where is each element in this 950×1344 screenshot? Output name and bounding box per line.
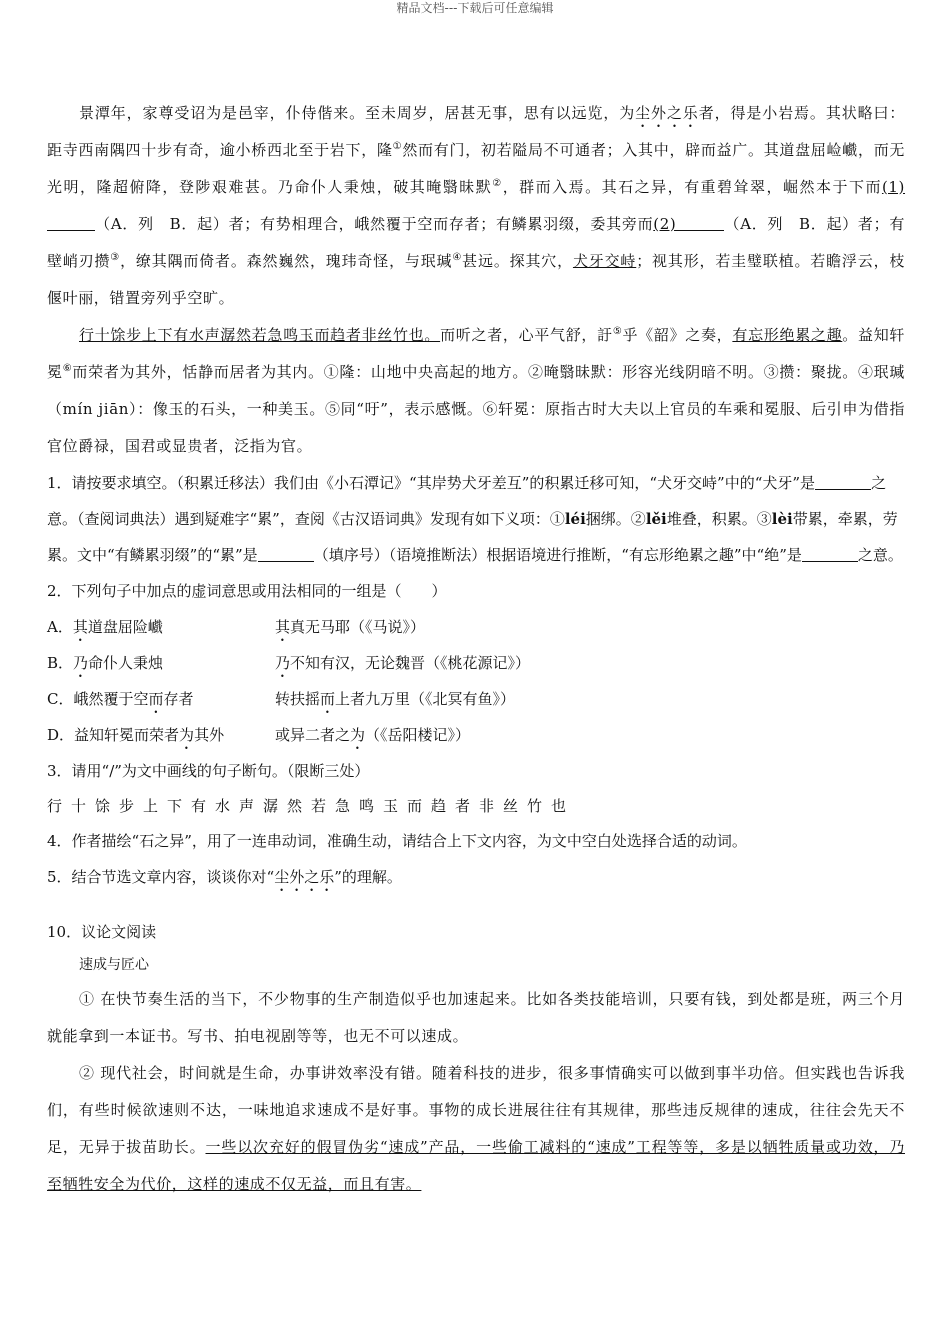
underlined-sentence: 行十馀步上下有水声潺然若急鸣玉而趋者非丝竹也。 [79, 326, 441, 344]
essay-paragraph-1: ① 在快节奏生活的当下，不少物事的生产制造似乎也加速起来。比如各类技能培训，只要有钱，到处都是班，两三个月就能拿到一本证书。写书、拍电视剧等等，也无不可以速成。 [47, 990, 905, 1045]
blank-1-line[interactable] [47, 212, 95, 231]
essay-title: 速成与匠心 [79, 957, 149, 973]
option-b[interactable]: B．乃命仆人秉烛 乃不知有汉，无论魏晋（《桃花源记》） [47, 654, 531, 672]
option-c[interactable]: C．峨然覆于空而存者 转扶摇而上者九万里（《北冥有鱼》） [47, 690, 516, 708]
section-10-heading: 10．议论文阅读 [47, 923, 157, 941]
blank-1[interactable]: (1) [881, 178, 906, 196]
question-3: 3．请用“/”为文中画线的句子断句。（限断三处） [47, 762, 370, 780]
essay-paragraph-2: ② 现代社会，时间就是生命，办事讲效率没有错。随着科技的进步，很多事情确实可以做到事半功倍。但实践也告诉我们，有些时候欲速则不达，一味地追求速成不是好事。事物的成长进展往往有其规律，那些违反规律的速成，往往会先天不足，无异于拔苗助长。一些以次充好的假冒伪劣“速成”产品，一些偷工减料的“速成”工程等等，多是以牺牲质量或功效，乃至牺牲安全为代价，这样的速成不仅无益，而且有害。 [47, 1064, 905, 1193]
blank-2-line[interactable] [676, 212, 724, 231]
question-3-sentence: 行十馀步上下有水声潺然若急鸣玉而趋者非丝竹也 [47, 797, 576, 815]
q1-blank-2[interactable] [258, 543, 314, 562]
question-4: 4．作者描绘“石之异”，用了一连串动词，准确生动，请结合上下文内容，为文中空白处选择合适的动词。 [47, 832, 747, 850]
blank-2[interactable]: (2) [653, 215, 677, 233]
option-a[interactable]: A．其道盘屈险巇 其真无马耶（《马说》） [47, 618, 426, 636]
option-d[interactable]: D．益知轩冕而荣者为其外 或异二者之为（《岳阳楼记》） [47, 726, 471, 744]
page-header: 精品文档---下载后可任意编辑 [396, 1, 554, 15]
question-2: 2．下列句子中加点的虚词意思或用法相同的一组是（ ） [47, 582, 447, 600]
question-5: 5．结合节选文章内容，谈谈你对“尘外之乐”的理解。 [47, 868, 402, 886]
question-1: 1．请按要求填空。（积累迁移法）我们由《小石潭记》“其岸势犬牙差互”的积累迁移可知，“犬牙交峙”中的“犬牙”是 之意。（查阅词典法）遇到疑难字“累”，查阅《古汉语词典》发现有如下义项：①léi捆绑。②lěi堆叠，积累。③lèi带累，牵累，劳累。文中“有鳞累羽缀”的“累”是 （填序号）（语境推断法）根据语境进行推断，“有忘形绝累之趣”中“绝”是 之意。 [47, 465, 905, 573]
document-body [47, 95, 905, 1203]
q1-blank-3[interactable] [802, 543, 858, 562]
q1-blank-1[interactable] [815, 471, 871, 490]
passage-paragraph-2: 行十馀步上下有水声潺然若急鸣玉而趋者非丝竹也。而听之者，心平气舒，訏⑤乎《韶》之奏，有忘形绝累之趣。益知轩冕⑥而荣者为其外，恬静而居者为其内。①隆：山地中央高起的地方。②晻翳昧默：形容光线阴暗不明。③攒：聚拢。④珉瑊（mín jiān）：像玉的石头，一种美玉。⑤同“吁”，表示感慨。⑥轩冕：原指古时大夫以上官员的车乘和冕服、后引申为借指官位爵禄，国君或显贵者，泛指为官。 [47, 326, 905, 455]
passage-paragraph-1: 景潭年，家尊受诏为是邑宰，仆侍偕来。至未周岁，居甚无事，思有以远览，为尘外之乐者，得是小岩焉。其状略曰：距寺西南隅四十步有奇，逾小桥西北至于岩下，隆①然而有门，初若隘局不可通者；入其中，辟而益广。其道盘屈崄巇，而无光明，隆超俯降，登陟艰难甚。乃命仆人秉烛，破其晻翳昧默②，群而入焉。其石之异，有重碧耸翠，崛然本于下而(1)（A．列 B．起）者；有势相理合，峨然覆于空而存者；有鳞累羽缀，委其旁而(2) （A．列 B．起）者；有壁峭刃攒③，缭其隅而倚者。森然巍然，瑰玮奇怪，与珉瑊④甚远。探其穴，犬牙交峙；视其形，若圭璧联植。若瞻浮云，枝偃叶丽，错置旁列乎空旷。 [47, 104, 906, 307]
